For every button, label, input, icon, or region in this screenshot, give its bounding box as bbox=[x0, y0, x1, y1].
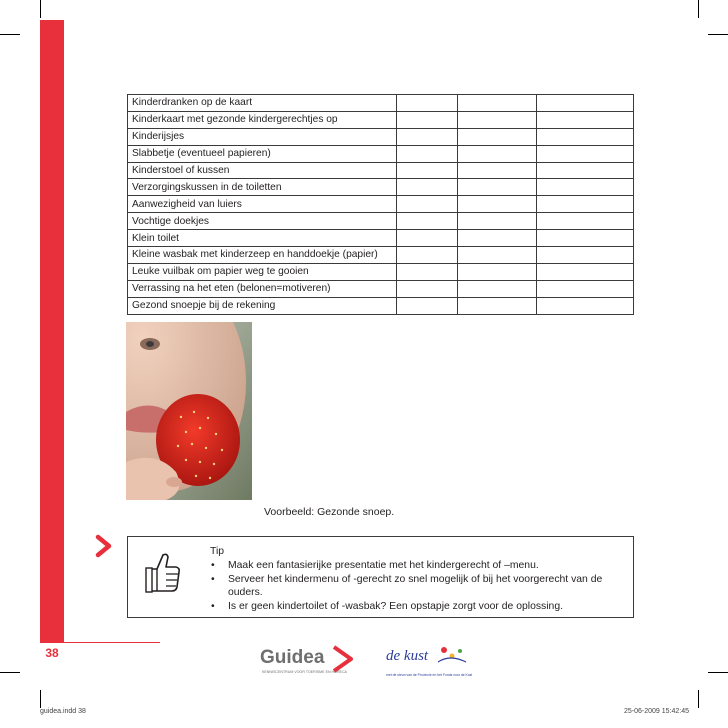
checklist-item-label: Aanwezigheid van luiers bbox=[128, 196, 397, 213]
checklist-row bbox=[128, 145, 634, 162]
footer-timestamp: 25-06-2009 15:42:45 bbox=[624, 708, 689, 715]
checklist-item-label: Gezond snoepje bij de rekening bbox=[128, 297, 397, 314]
dekust-wordmark: de kust bbox=[386, 648, 429, 664]
checklist-check-cell[interactable] bbox=[397, 297, 458, 314]
checklist-item-label: Kinderkaart met gezonde kindergerechtjes op bbox=[128, 111, 397, 128]
checklist-item-label: Leuke vuilbak om papier weg te gooien bbox=[128, 263, 397, 280]
guidea-tagline: KENNISCENTRUM VOOR TOERISME EN HORECA bbox=[262, 670, 347, 674]
child-eating-strawberry-image bbox=[126, 322, 252, 500]
checklist-row bbox=[128, 280, 634, 297]
strawberry-photo bbox=[126, 322, 252, 500]
checklist-row bbox=[128, 263, 634, 280]
checklist-check-cell[interactable] bbox=[397, 145, 458, 162]
crop-mark bbox=[708, 672, 728, 673]
checklist-row bbox=[128, 128, 634, 145]
dekust-tagline: met de steun van de Provincie en het Fonds voor de Kust bbox=[386, 673, 472, 677]
checklist-check-cell[interactable] bbox=[397, 280, 458, 297]
checklist-item-label: Kinderdranken op de kaart bbox=[128, 95, 397, 112]
checklist-check-cell[interactable] bbox=[458, 230, 537, 247]
checklist-table bbox=[127, 94, 634, 315]
checklist-check-cell[interactable] bbox=[397, 247, 458, 264]
red-arrow-icon bbox=[94, 534, 114, 558]
checklist-check-cell[interactable] bbox=[537, 230, 634, 247]
crop-mark bbox=[708, 34, 728, 35]
dekust-logo bbox=[382, 640, 472, 689]
checklist-check-cell[interactable] bbox=[537, 263, 634, 280]
checklist-check-cell[interactable] bbox=[397, 95, 458, 112]
photo-caption: Voorbeeld: Gezonde snoep. bbox=[264, 506, 395, 518]
checklist-row bbox=[128, 196, 634, 213]
crop-mark bbox=[698, 690, 699, 708]
tip-item: • Serveer het kindermenu of -gerecht zo snel mogelijk of bij het voorgerecht van de ouders. bbox=[210, 573, 620, 600]
checklist-row bbox=[128, 162, 634, 179]
tip-list bbox=[210, 559, 620, 613]
crop-mark bbox=[40, 0, 41, 18]
checklist-item-label: Kinderstoel of kussen bbox=[128, 162, 397, 179]
crop-mark bbox=[40, 690, 41, 708]
checklist-check-cell[interactable] bbox=[458, 95, 537, 112]
guidea-wordmark: Guidea bbox=[260, 647, 325, 668]
checklist-check-cell[interactable] bbox=[537, 297, 634, 314]
tip-item: • Maak een fantasierijke presentatie met het kindergerecht of –menu. bbox=[210, 559, 620, 573]
checklist-check-cell[interactable] bbox=[537, 145, 634, 162]
crop-mark bbox=[0, 34, 20, 35]
checklist-check-cell[interactable] bbox=[537, 95, 634, 112]
page-number: 38 bbox=[45, 646, 59, 660]
checklist-item-label: Kinderijsjes bbox=[128, 128, 397, 145]
checklist-item-label: Kleine wasbak met kinderzeep en handdoekje (papier) bbox=[128, 247, 397, 264]
checklist-check-cell[interactable] bbox=[397, 196, 458, 213]
checklist-check-cell[interactable] bbox=[397, 179, 458, 196]
checklist-item-label: Verrassing na het eten (belonen=motiveren) bbox=[128, 280, 397, 297]
checklist-check-cell[interactable] bbox=[458, 196, 537, 213]
checklist-check-cell[interactable] bbox=[537, 179, 634, 196]
checklist-check-cell[interactable] bbox=[458, 128, 537, 145]
checklist-check-cell[interactable] bbox=[537, 162, 634, 179]
checklist-check-cell[interactable] bbox=[397, 128, 458, 145]
checklist-check-cell[interactable] bbox=[397, 213, 458, 230]
red-margin-band bbox=[40, 20, 64, 642]
checklist-check-cell[interactable] bbox=[397, 230, 458, 247]
page-number-rule bbox=[40, 642, 160, 643]
checklist-check-cell[interactable] bbox=[537, 111, 634, 128]
checklist-check-cell[interactable] bbox=[397, 162, 458, 179]
checklist-check-cell[interactable] bbox=[397, 263, 458, 280]
checklist-check-cell[interactable] bbox=[458, 145, 537, 162]
checklist-item-label: Slabbetje (eventueel papieren) bbox=[128, 145, 397, 162]
checklist-check-cell[interactable] bbox=[537, 247, 634, 264]
crop-mark bbox=[698, 0, 699, 18]
checklist-check-cell[interactable] bbox=[458, 247, 537, 264]
checklist-row bbox=[128, 111, 634, 128]
checklist-check-cell[interactable] bbox=[458, 280, 537, 297]
checklist-item-label: Vochtige doekjes bbox=[128, 213, 397, 230]
tip-item: • Is er geen kindertoilet of -wasbak? Een opstapje zorgt voor de oplossing. bbox=[210, 600, 620, 614]
checklist-check-cell[interactable] bbox=[458, 179, 537, 196]
checklist-check-cell[interactable] bbox=[458, 162, 537, 179]
checklist-row bbox=[128, 95, 634, 112]
checklist-check-cell[interactable] bbox=[397, 111, 458, 128]
tip-title: Tip bbox=[210, 546, 225, 557]
checklist-check-cell[interactable] bbox=[537, 213, 634, 230]
checklist-item-label: Verzorgingskussen in de toiletten bbox=[128, 179, 397, 196]
checklist-check-cell[interactable] bbox=[537, 128, 634, 145]
checklist-check-cell[interactable] bbox=[537, 196, 634, 213]
checklist-item-label: Klein toilet bbox=[128, 230, 397, 247]
guidea-logo bbox=[258, 643, 354, 684]
checklist-row bbox=[128, 179, 634, 196]
checklist-check-cell[interactable] bbox=[458, 297, 537, 314]
checklist-row bbox=[128, 230, 634, 247]
checklist-row bbox=[128, 247, 634, 264]
footer-file-info: guidea.indd 38 bbox=[40, 708, 86, 715]
thumbs-up-icon bbox=[143, 551, 183, 597]
checklist-check-cell[interactable] bbox=[458, 263, 537, 280]
checklist-row bbox=[128, 213, 634, 230]
tip-box bbox=[127, 536, 634, 618]
checklist-check-cell[interactable] bbox=[537, 280, 634, 297]
checklist-row bbox=[128, 297, 634, 314]
checklist-check-cell[interactable] bbox=[458, 111, 537, 128]
checklist-check-cell[interactable] bbox=[458, 213, 537, 230]
crop-mark bbox=[0, 672, 20, 673]
